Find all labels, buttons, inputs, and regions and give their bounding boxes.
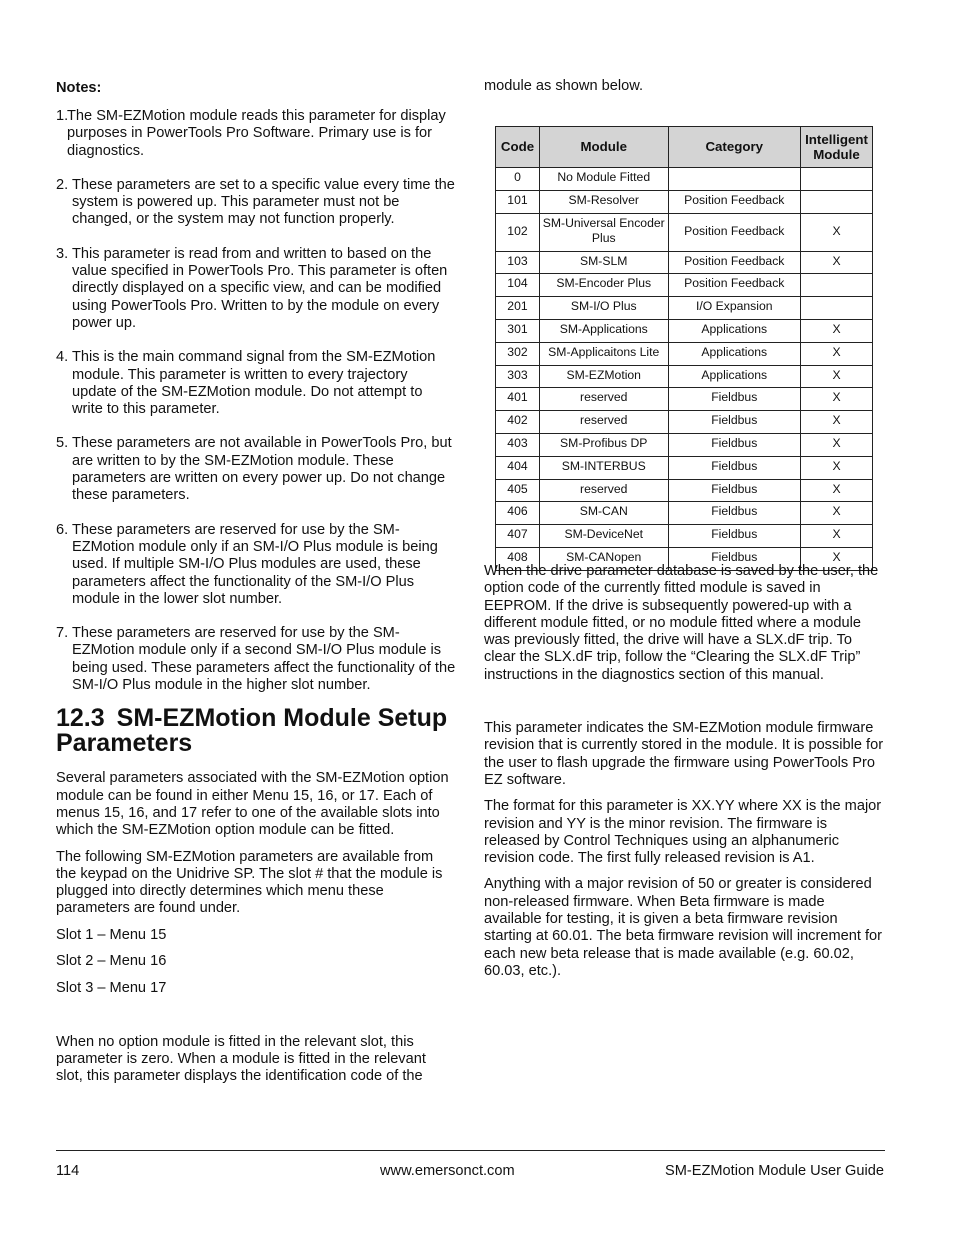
cell-module: SM-Applications — [539, 319, 668, 342]
cell-module: SM-Universal Encoder Plus — [539, 213, 668, 251]
column-header-category: Category — [668, 127, 801, 168]
note-text: These parameters are reserved for use by the SM-EZMotion module only if an SM-I/O Plus module is being used. If multiple SM-I/O Plus modules are used, these parameters affect the functionality of the SM-I/O Plus module in the lower slot number. — [72, 521, 438, 607]
note-item — [56, 349, 456, 418]
table-row — [496, 479, 873, 502]
cell-category: Applications — [668, 319, 801, 342]
table-row — [496, 319, 873, 342]
cell-module: SM-Profibus DP — [539, 433, 668, 456]
cell-code: 201 — [496, 297, 540, 320]
note-item — [56, 246, 456, 332]
cell-category: Fieldbus — [668, 502, 801, 525]
cell-category: Position Feedback — [668, 274, 801, 297]
cell-intelligent: X — [801, 251, 873, 274]
table-row — [496, 213, 873, 251]
right-lower-text — [484, 563, 884, 989]
note-item — [56, 435, 456, 504]
cell-module: SM-DeviceNet — [539, 525, 668, 548]
column-header-module: Module — [539, 127, 668, 168]
table-row — [496, 274, 873, 297]
section-title: SM-EZMotion Module Setup Parameters — [56, 704, 448, 758]
cell-category: Fieldbus — [668, 388, 801, 411]
note-text: This is the main command signal from the SM-EZMotion module. This parameter is written to every trajectory update of the SM-EZMotion module. Do not attempt to write to this parameter. — [72, 349, 436, 418]
cell-module: SM-SLM — [539, 251, 668, 274]
right-column — [484, 78, 884, 95]
cell-intelligent: X — [801, 319, 873, 342]
cell-category: Fieldbus — [668, 456, 801, 479]
cell-code: 104 — [496, 274, 540, 297]
slot-menu-line: Slot 2 – Menu 16 — [56, 953, 167, 970]
cell-intelligent — [801, 168, 873, 191]
cell-module: SM-INTERBUS — [539, 456, 668, 479]
cell-intelligent: X — [801, 388, 873, 411]
section-number: 12.3 — [56, 704, 105, 733]
note-number: 1. — [56, 108, 69, 124]
cell-module: SM-CAN — [539, 502, 668, 525]
cell-code: 302 — [496, 342, 540, 365]
footer-url: www.emersonct.com — [380, 1163, 515, 1179]
cell-intelligent — [801, 190, 873, 213]
firmware-paragraph: This parameter indicates the SM-EZMotion module firmware revision that is currently stored in the module. It is possible for the user to flash upgrade the firmware using PowerTools Pro EZ software. — [484, 720, 884, 788]
cell-intelligent: X — [801, 213, 873, 251]
note-item — [56, 177, 456, 229]
note-item — [56, 108, 456, 160]
table-row — [496, 365, 873, 388]
note-number: 4. — [56, 349, 69, 366]
cell-intelligent: X — [801, 502, 873, 525]
cell-category: Fieldbus — [668, 479, 801, 502]
section-paragraph: The following SM-EZMotion parameters are available from the keypad on the Unidrive SP. The slot # that the module is plugged into directly determines which menu these parameters are found under. — [56, 848, 443, 917]
notes-title: Notes: — [56, 80, 102, 96]
cell-category: Position Feedback — [668, 213, 801, 251]
cell-module: SM-Encoder Plus — [539, 274, 668, 297]
cell-module: No Module Fitted — [539, 168, 668, 191]
note-item — [56, 625, 456, 694]
cell-code: 403 — [496, 433, 540, 456]
footer-guide-title: SM-EZMotion Module User Guide — [665, 1163, 884, 1179]
cell-code: 303 — [496, 365, 540, 388]
cell-module: reserved — [539, 411, 668, 434]
cell-code: 404 — [496, 456, 540, 479]
cell-category: Fieldbus — [668, 433, 801, 456]
cell-intelligent: X — [801, 479, 873, 502]
table-row — [496, 456, 873, 479]
cell-code: 102 — [496, 213, 540, 251]
cell-category: Fieldbus — [668, 525, 801, 548]
cell-code: 0 — [496, 168, 540, 191]
slot-menu-line: Slot 1 – Menu 15 — [56, 926, 167, 943]
note-number: 6. — [56, 521, 69, 538]
cell-code: 405 — [496, 479, 540, 502]
table-row — [496, 168, 873, 191]
firmware-paragraph: The format for this parameter is XX.YY where XX is the major revision and YY is the minor revision. The firmware is released by Control Techniques using an alphanumeric revision code. The first fully released revision is A1. — [484, 798, 882, 867]
cell-code: 401 — [496, 388, 540, 411]
cell-category: I/O Expansion — [668, 297, 801, 320]
cell-code: 406 — [496, 502, 540, 525]
cell-category: Position Feedback — [668, 190, 801, 213]
section-paragraph: When no option module is fitted in the relevant slot, this parameter is zero. When a module is fitted in the relevant slot, this parameter displays the identification code of the — [56, 1033, 426, 1085]
cell-module: SM-Resolver — [539, 190, 668, 213]
cell-category: Fieldbus — [668, 547, 801, 570]
cell-intelligent: X — [801, 456, 873, 479]
cell-module: SM-Applicaitons Lite — [539, 342, 668, 365]
note-text: The SM-EZMotion module reads this parameter for display purposes in PowerTools Pro Software. Primary use is for diagnostics. — [67, 108, 446, 159]
cell-intelligent: X — [801, 342, 873, 365]
cell-code: 407 — [496, 525, 540, 548]
cell-code: 408 — [496, 547, 540, 570]
table-row — [496, 525, 873, 548]
table-header-row — [496, 127, 873, 168]
section-paragraph: Several parameters associated with the SM-EZMotion option module can be found in either Menu 15, 16, or 17. Each of menus 15, 16, and 17 refer to one of the available slots into which the SM-EZMotion option module can be fitted. — [56, 770, 449, 839]
note-number: 7. — [56, 625, 69, 642]
column-header-intelligent: Intelligent Module — [801, 127, 873, 168]
cell-intelligent: X — [801, 525, 873, 548]
section-heading — [56, 706, 456, 756]
module-code-table — [495, 126, 873, 571]
page-number: 114 — [56, 1163, 80, 1179]
table-row — [496, 433, 873, 456]
cell-category: Fieldbus — [668, 411, 801, 434]
firmware-paragraph: Anything with a major revision of 50 or greater is considered non-released firmware. When Beta firmware is made available for testing, it is given a beta firmware revision starting at 60.01. The beta firmware revision will increment for each new beta release that is made available (e.g. 60.02, 60.03, etc.). — [484, 876, 882, 979]
note-text: This parameter is read from and written to based on the value specified in PowerTools Pro. This parameter is often directly displayed on a specific view, and can be modified using PowerTools Pro. Written to by the module on every power up. — [72, 245, 448, 331]
note-text: These parameters are not available in PowerTools Pro, but are written to by the SM-EZMotion module. These parameters are written on every power up. Do not change these parameters. — [72, 435, 452, 504]
table-row — [496, 342, 873, 365]
cell-module: SM-CANopen — [539, 547, 668, 570]
cell-category: Position Feedback — [668, 251, 801, 274]
cell-intelligent — [801, 297, 873, 320]
table-row — [496, 190, 873, 213]
cell-intelligent: X — [801, 365, 873, 388]
cell-category — [668, 168, 801, 191]
note-text: These parameters are set to a specific value every time the system is powered up. This parameter must not be changed, or the system may not function properly. — [72, 176, 455, 228]
note-text: These parameters are reserved for use by the SM-EZMotion module only if a second SM-I/O Plus module is being used. These parameters affect the functionality of the SM-I/O Plus module in the higher slot number. — [72, 625, 456, 694]
cell-code: 103 — [496, 251, 540, 274]
cell-module: reserved — [539, 479, 668, 502]
note-number: 3. — [56, 245, 69, 262]
left-column — [56, 78, 456, 1094]
cell-intelligent: X — [801, 411, 873, 434]
note-item — [56, 522, 456, 608]
eeprom-paragraph: When the drive parameter database is saved by the user, the option code of the currently fitted module is saved in EEPROM. If the drive is subsequently powered-up with a different module fitted, or no module fitted where a module was previously fitted, the drive will have a SLX.dF trip. To clear the SLX.dF trip, follow the “Clearing the SLX.dF Trip” instructions in the diagnostics section of this manual. — [484, 563, 879, 683]
table-row — [496, 251, 873, 274]
cell-code: 402 — [496, 411, 540, 434]
table-intro: module as shown below. — [484, 78, 644, 94]
table-row — [496, 411, 873, 434]
cell-module: reserved — [539, 388, 668, 411]
cell-code: 301 — [496, 319, 540, 342]
cell-module: SM-I/O Plus — [539, 297, 668, 320]
cell-intelligent: X — [801, 547, 873, 570]
cell-code: 101 — [496, 190, 540, 213]
table-row — [496, 502, 873, 525]
table-row — [496, 297, 873, 320]
note-number: 5. — [56, 435, 69, 452]
cell-intelligent: X — [801, 433, 873, 456]
cell-category: Applications — [668, 365, 801, 388]
cell-module: SM-EZMotion — [539, 365, 668, 388]
column-header-code: Code — [496, 127, 540, 168]
cell-intelligent — [801, 274, 873, 297]
footer-divider — [56, 1150, 885, 1151]
note-number: 2. — [56, 176, 69, 193]
slot-menu-line: Slot 3 – Menu 17 — [56, 980, 167, 997]
table-row — [496, 388, 873, 411]
cell-category: Applications — [668, 342, 801, 365]
